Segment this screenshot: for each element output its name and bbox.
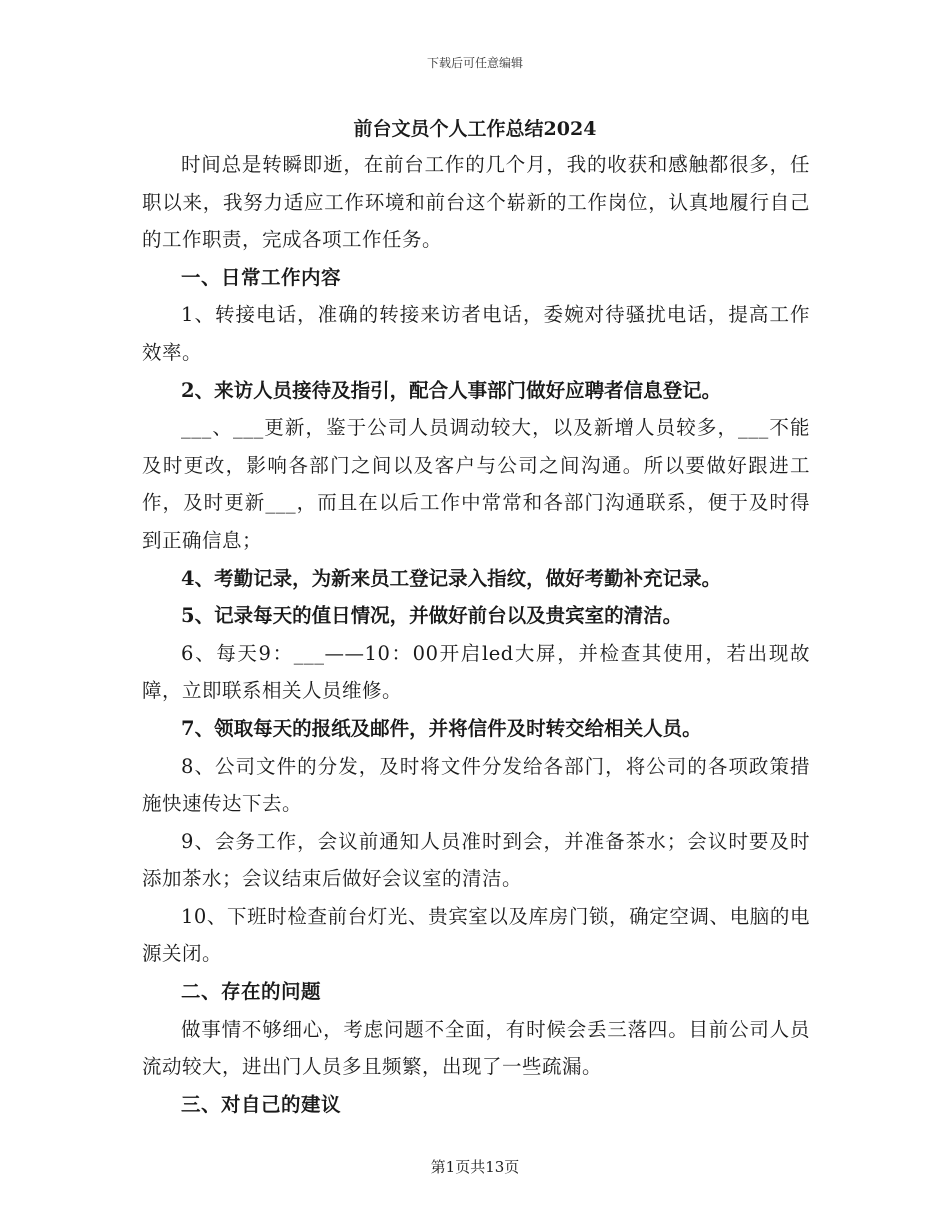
paragraph-problems: 做事情不够细心，考虑问题不全面，有时候会丢三落四。目前公司人员流动较大，进出门人员多且频繁，出现了一些疏漏。	[142, 1017, 810, 1079]
page-number-footer: 第1页共13页	[430, 1158, 520, 1176]
list-item-2: 2、来访人员接待及指引，配合人事部门做好应聘者信息登记。	[181, 378, 722, 402]
list-item-3: ___、___更新，鉴于公司人员调动较大，以及新增人员较多，___不能及时更改，影响各部门之间以及客户与公司之间沟通。所以要做好跟进工作，及时更新___，而且在以后工作中常常和各部门沟通联系，便于及时得到正确信息；	[142, 416, 810, 552]
list-item-4: 4、考勤记录，为新来员工登记录入指纹，做好考勤补充记录。	[181, 566, 722, 590]
document-title: 前台文员个人工作总结2024	[353, 118, 597, 140]
list-item-5: 5、记录每天的值日情况，并做好前台以及贵宾室的清洁。	[181, 604, 683, 628]
section-heading-problems: 二、存在的问题	[181, 980, 322, 1004]
list-item-1: 1、转接电话，准确的转接来访者电话，委婉对待骚扰电话，提高工作效率。	[142, 303, 810, 364]
list-item-8: 8、公司文件的分发，及时将文件分发给各部门，将公司的各项政策措施快速传达下去。	[142, 754, 810, 816]
section-heading-daily-work: 一、日常工作内容	[181, 265, 342, 289]
header-note: 下载后可任意编辑	[426, 56, 523, 70]
list-item-6: 6、每天9：___——10：00开启led大屏，并检查其使用，若出现故障，立即联系相关人员维修。	[142, 641, 810, 703]
list-item-10: 10、下班时检查前台灯光、贵宾室以及库房门锁，确定空调、电脑的电源关闭。	[142, 904, 810, 966]
document-body	[142, 146, 810, 1123]
paragraph-intro: 时间总是转瞬即逝，在前台工作的几个月，我的收获和感触都很多，任职以来，我努力适应工作环境和前台这个崭新的工作岗位，认真地履行自己的工作职责，完成各项工作任务。	[142, 153, 810, 252]
list-item-9: 9、会务工作，会议前通知人员准时到会，并准备茶水；会议时要及时添加茶水；会议结束后做好会议室的清洁。	[142, 829, 810, 891]
list-item-7: 7、领取每天的报纸及邮件，并将信件及时转交给相关人员。	[181, 716, 702, 740]
section-heading-suggestions: 三、对自己的建议	[181, 1092, 342, 1116]
